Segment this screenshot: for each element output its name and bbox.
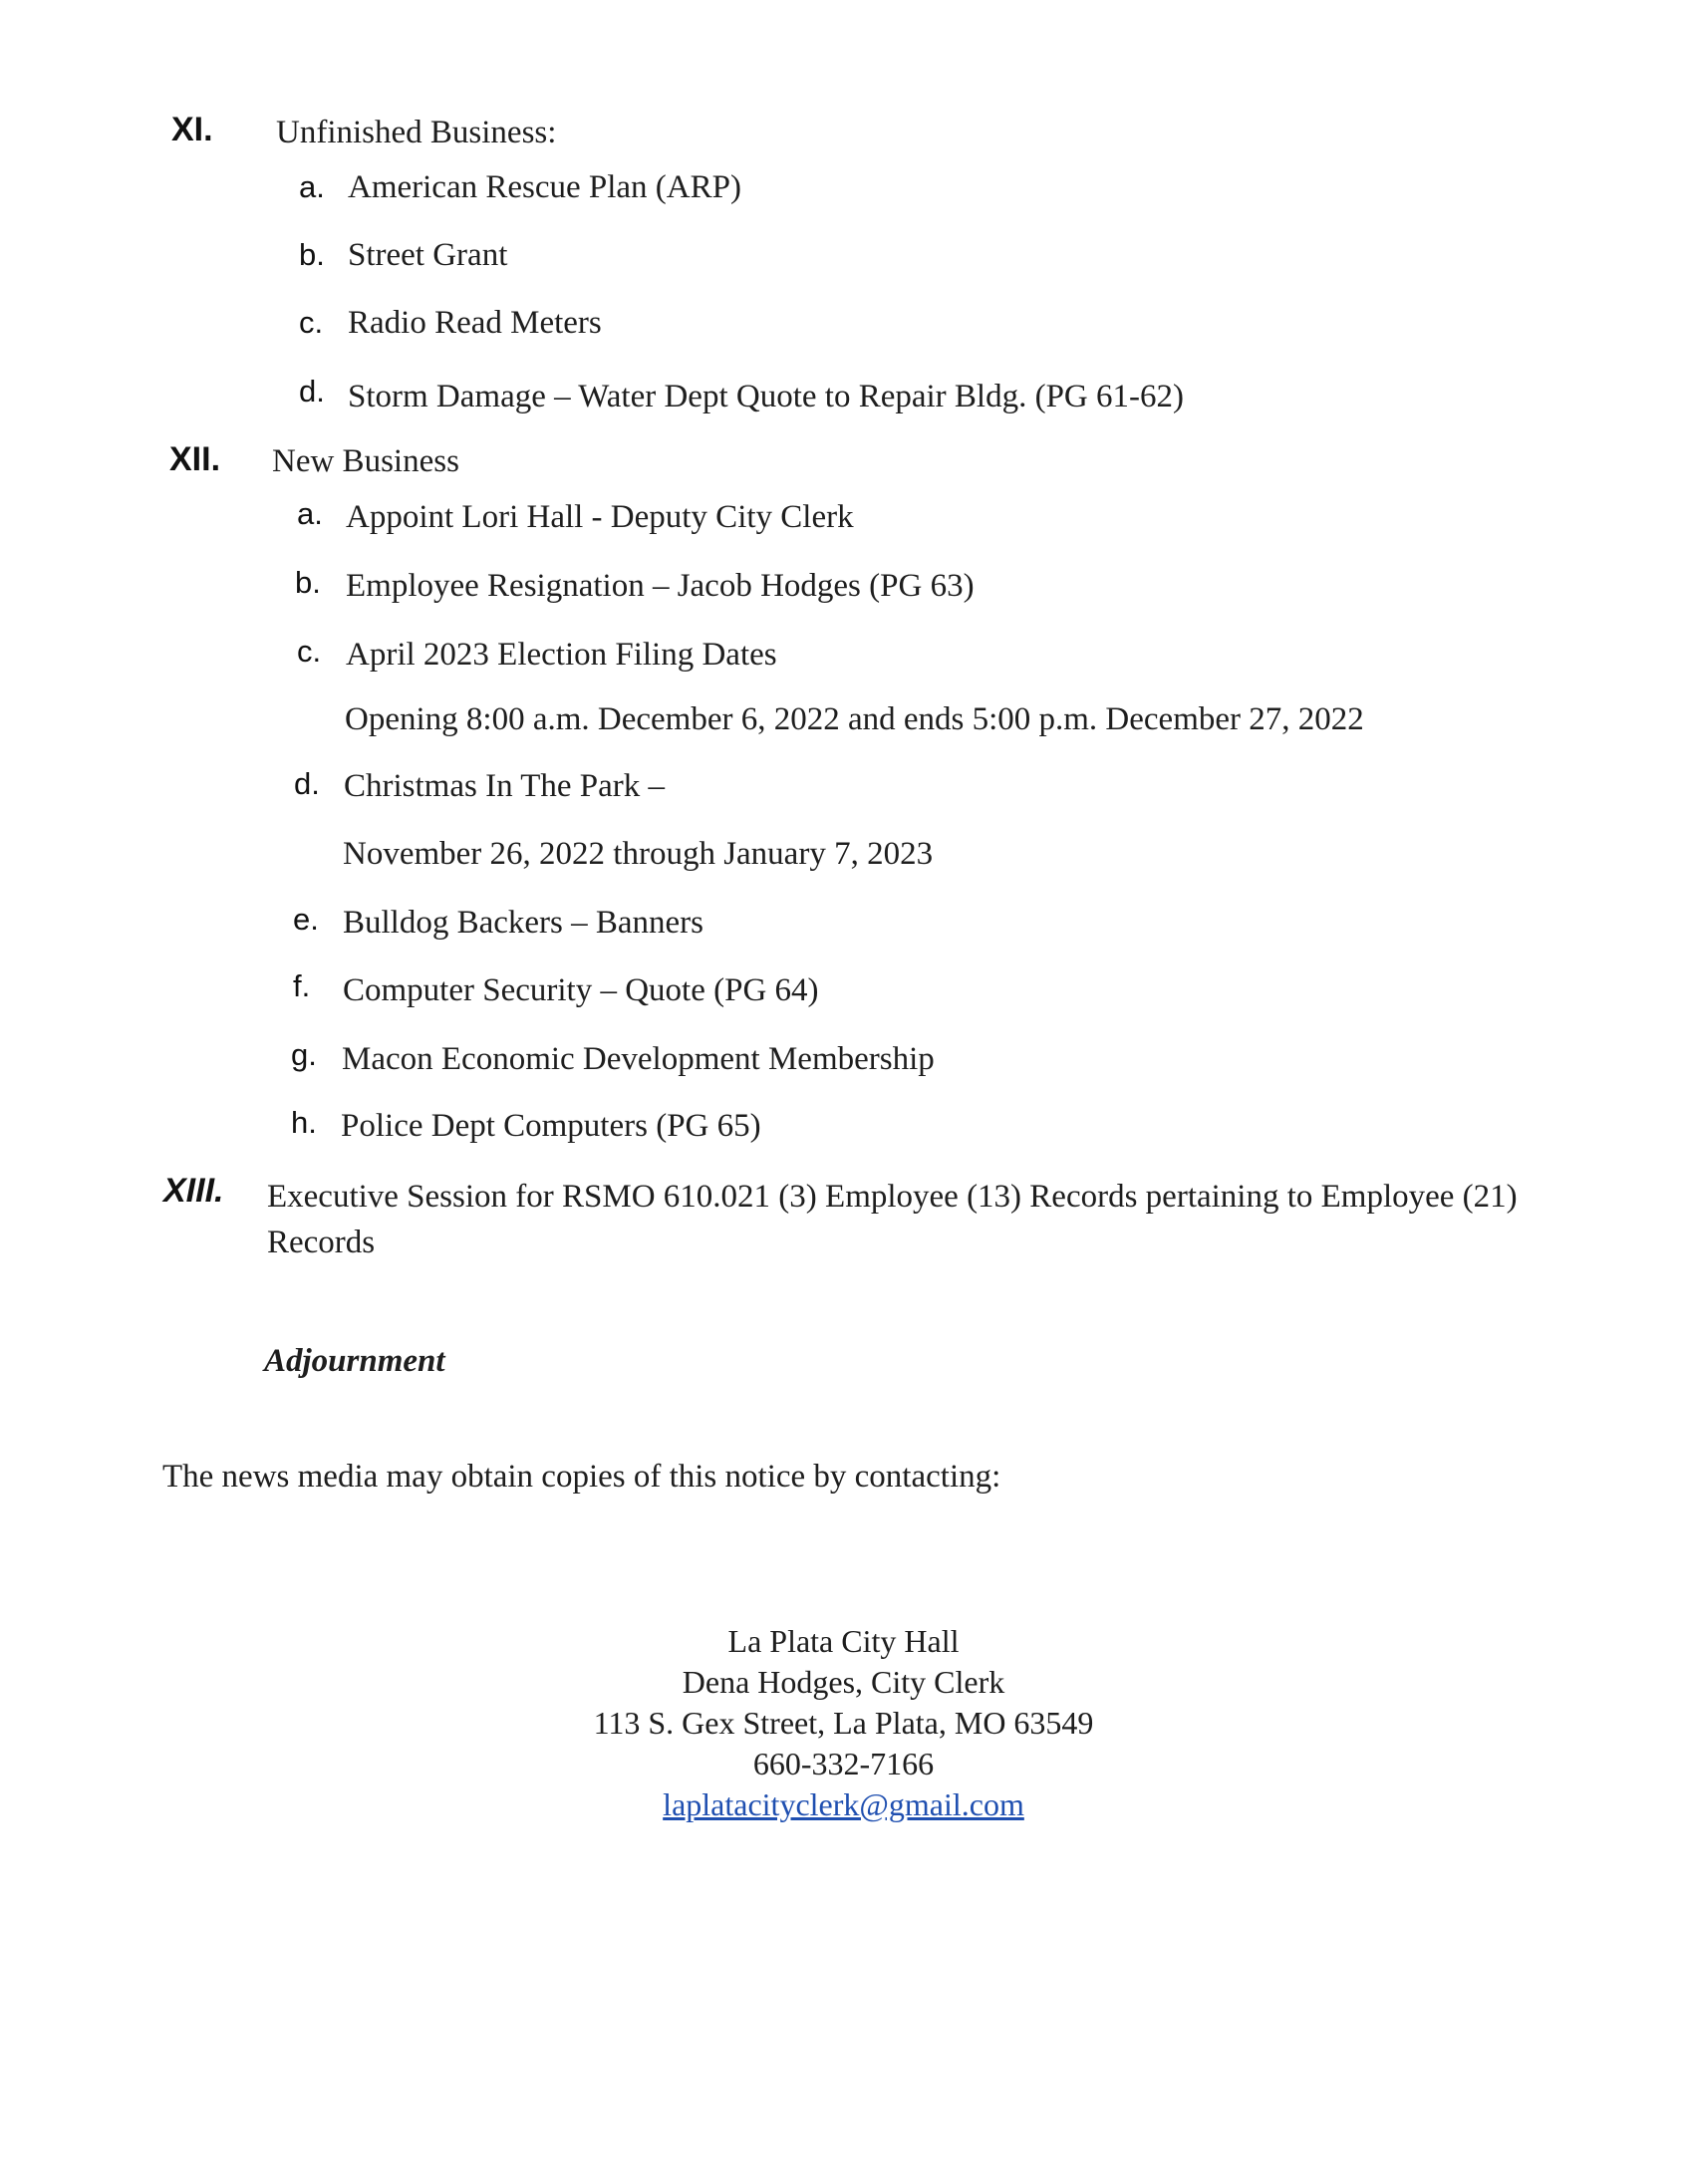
- item-letter: c.: [299, 305, 324, 340]
- item-letter: e.: [293, 902, 319, 937]
- section-xii-numeral: XII.: [169, 440, 221, 478]
- item-detail: Opening 8:00 a.m. December 6, 2022 and ends 5:00 p.m. December 27, 2022: [345, 701, 1364, 737]
- section-xiii-text: Executive Session for RSMO 610.021 (3) Employee (13) Records pertaining to Employee (21) Records: [267, 1179, 1518, 1260]
- item-text: Macon Economic Development Membership: [342, 1041, 935, 1077]
- item-text: Radio Read Meters: [348, 305, 602, 341]
- section-xi-title: Unfinished Business:: [276, 115, 557, 150]
- media-notice: The news media may obtain copies of this notice by contacting:: [162, 1459, 1001, 1495]
- contact-email-link[interactable]: laplatacityclerk@gmail.com: [663, 1786, 1024, 1822]
- item-letter: d.: [294, 766, 320, 801]
- item-text: Employee Resignation – Jacob Hodges (PG 63): [346, 568, 975, 604]
- contact-clerk: Dena Hodges, City Clerk: [682, 1664, 1005, 1700]
- section-xiii-numeral: XIII.: [163, 1172, 224, 1210]
- contact-address: 113 S. Gex Street, La Plata, MO 63549: [593, 1705, 1094, 1741]
- contact-email-row: [0, 1784, 1687, 1825]
- item-letter: f.: [293, 968, 311, 1003]
- item-letter: h.: [291, 1105, 317, 1140]
- adjournment-heading: Adjournment: [264, 1343, 445, 1379]
- item-letter: a.: [299, 169, 325, 204]
- section-xii-title: New Business: [272, 443, 459, 479]
- item-text: Bulldog Backers – Banners: [343, 905, 704, 941]
- item-letter: c.: [297, 634, 322, 669]
- item-text: Storm Damage – Water Dept Quote to Repair Bldg. (PG 61-62): [348, 379, 1184, 414]
- section-xi-numeral: XI.: [171, 111, 213, 148]
- item-letter: a.: [297, 496, 323, 531]
- contact-phone: 660-332-7166: [752, 1746, 935, 1781]
- item-letter: g.: [291, 1037, 317, 1072]
- item-letter: b.: [299, 237, 325, 272]
- item-text: April 2023 Election Filing Dates: [346, 637, 777, 673]
- item-text: Police Dept Computers (PG 65): [341, 1108, 761, 1144]
- item-text: Computer Security – Quote (PG 64): [343, 972, 819, 1008]
- item-letter: b.: [295, 565, 321, 600]
- contact-name: La Plata City Hall: [727, 1623, 960, 1659]
- item-letter: d.: [299, 374, 325, 409]
- item-text: Appoint Lori Hall - Deputy City Clerk: [346, 499, 854, 535]
- item-text: American Rescue Plan (ARP): [348, 169, 741, 205]
- item-detail: November 26, 2022 through January 7, 2023: [343, 836, 934, 872]
- item-text: Street Grant: [348, 237, 508, 273]
- item-text: Christmas In The Park –: [344, 768, 666, 804]
